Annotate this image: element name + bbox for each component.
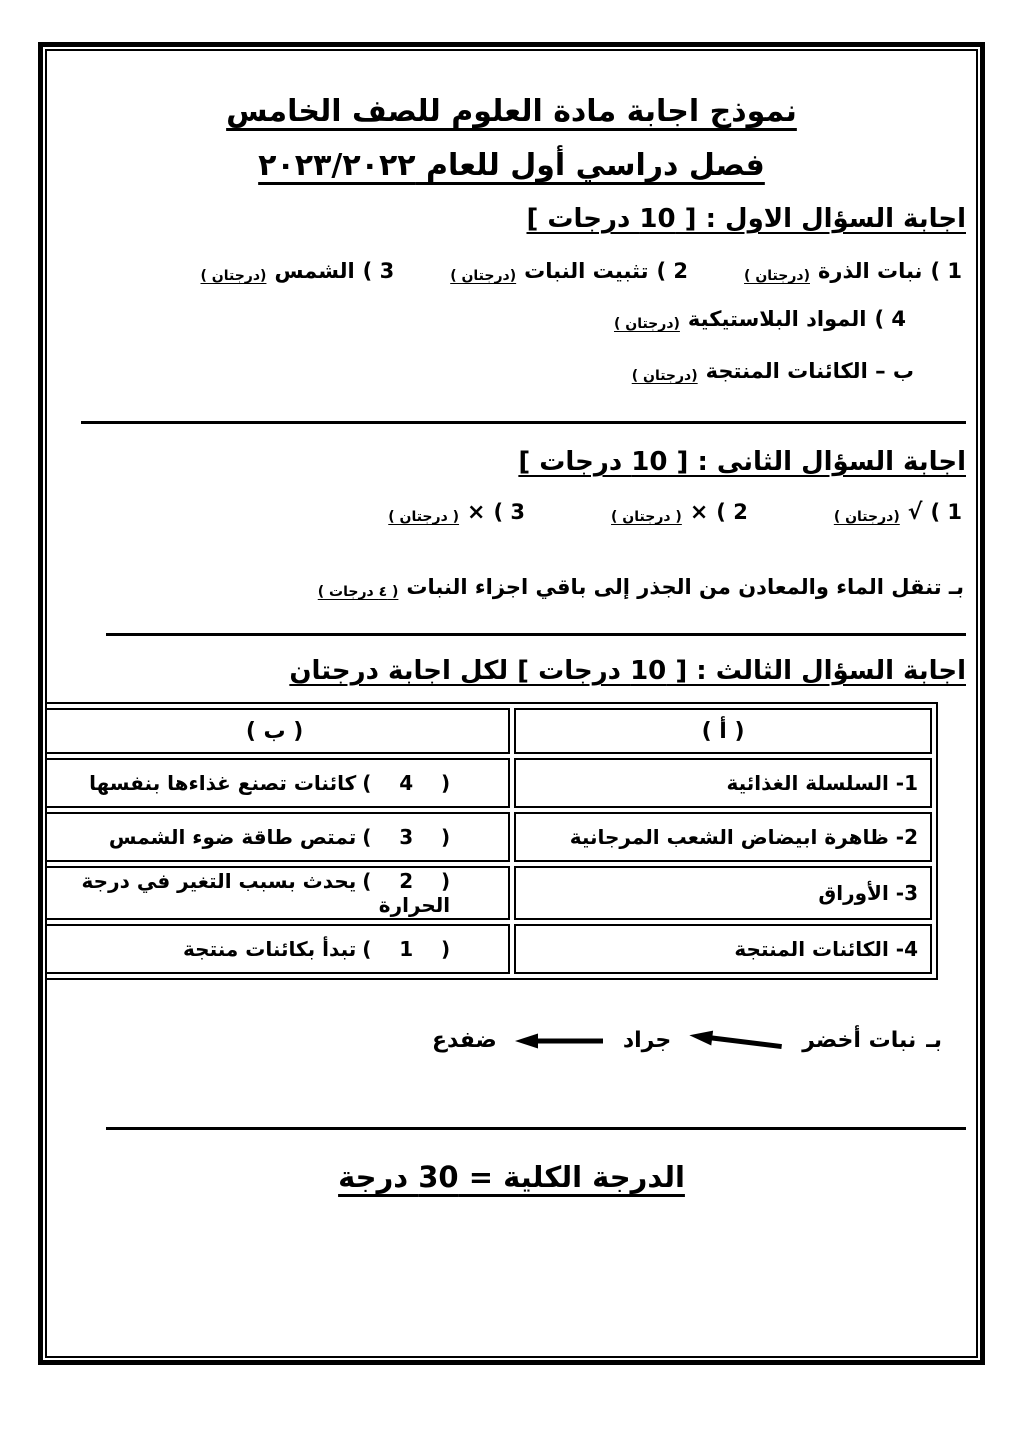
answer-number: 2 ) <box>716 500 748 524</box>
chain-arrow-icon <box>515 1032 605 1050</box>
answer-slot-number: ( 3 ) <box>362 825 451 849</box>
marks-note: (درجتان ) <box>631 368 698 384</box>
table-row <box>45 758 932 808</box>
q2-heading: اجابة السؤال الثانى : [ 10 درجات ] <box>518 447 966 477</box>
q1-heading: اجابة السؤال الاول : [ 10 درجات ] <box>526 204 966 234</box>
q1-part-b-line <box>55 359 968 383</box>
answer-text: الشمس <box>274 259 355 283</box>
answer-number: 3 ) <box>493 500 526 524</box>
food-chain-lead <box>802 1028 942 1053</box>
food-chain-label: بـ <box>926 1028 942 1053</box>
answer-text: بـ تنقل الماء والمعادن من الجذر إلى باقي اجزاء النبات <box>406 575 964 599</box>
page-frame <box>38 42 985 1365</box>
q2-item-1 <box>834 500 962 525</box>
title-block <box>55 85 968 193</box>
cell-a: 4- الكائنات المنتجة <box>514 924 932 974</box>
answer-text: نبات الذرة <box>817 259 923 283</box>
q2-item-3 <box>388 500 525 525</box>
cell-b <box>45 758 510 808</box>
title-line-1: نموذج اجابة مادة العلوم للصف الخامس <box>226 94 797 129</box>
answer-number: 2 ) <box>656 259 689 283</box>
table-row <box>45 812 932 862</box>
section-divider <box>106 1127 966 1130</box>
cross-symbol: × <box>689 500 709 525</box>
matching-answers-table <box>45 702 938 980</box>
marks-note: (درجتان ) <box>450 268 517 284</box>
chain-arrow-icon <box>688 1026 784 1055</box>
answer-text: تثبيت النبات <box>524 259 649 283</box>
chain-node-3: ضفدع <box>431 1028 497 1053</box>
marks-note: ( درجتان ) <box>611 509 682 525</box>
check-symbol: √ <box>907 500 923 525</box>
title-line-2: فصل دراسي أول للعام ٢٠٢٣/٢٠٢٢ <box>258 148 765 183</box>
q1-item-3 <box>201 259 395 283</box>
answer-text: ب – الكائنات المنتجة <box>705 359 914 383</box>
section-divider <box>81 421 966 424</box>
food-chain <box>55 1028 968 1053</box>
marks-note: (درجتان ) <box>833 509 900 525</box>
answer-slot-number: ( 1 ) <box>362 937 451 961</box>
cell-b <box>45 812 510 862</box>
chain-node-1: نبات أخضر <box>802 1028 917 1053</box>
answer-slot-number: ( 2 ) <box>362 869 451 893</box>
cell-a: 1- السلسلة الغذائية <box>514 758 932 808</box>
answer-number: 4 ) <box>874 307 906 331</box>
col-a-header: ( أ ) <box>514 708 932 754</box>
page-frame-inner <box>45 49 978 1358</box>
answer-text: يحدث بسبب التغير في درجة الحرارة <box>81 869 451 917</box>
marks-note: (درجتان ) <box>200 268 267 284</box>
answer-number: 3 ) <box>362 259 395 283</box>
q3-heading: اجابة السؤال الثالث : [ 10 درجات ] لكل اجابة درجتان <box>289 656 966 686</box>
chain-node-2: جراد <box>622 1028 672 1053</box>
q1-item-4 <box>55 307 968 331</box>
answer-number: 1 ) <box>930 500 962 524</box>
cross-symbol: × <box>467 500 486 525</box>
answer-text: تبدأ بكائنات منتجة <box>183 937 357 961</box>
answer-slot-number: ( 4 ) <box>362 771 451 795</box>
answer-number: 1 ) <box>930 259 962 283</box>
table-header-row <box>45 708 932 754</box>
q1-item-2 <box>450 259 688 283</box>
marks-note: (درجتان ) <box>613 316 680 332</box>
marks-note: ( ٤ درجات ) <box>317 584 399 600</box>
cell-a: 2- ظاهرة ابيضاض الشعب المرجانية <box>514 812 932 862</box>
marks-note: (درجتان ) <box>744 268 810 284</box>
q1-item-1 <box>744 259 962 283</box>
total-line: الدرجة الكلية = 30 درجة <box>338 1160 685 1194</box>
q2-answers-row <box>55 500 968 525</box>
q2-part-b-line <box>55 575 968 599</box>
section-divider <box>106 633 966 636</box>
cell-b <box>45 924 510 974</box>
marks-note: ( درجتان ) <box>388 509 460 525</box>
table-row <box>45 866 932 920</box>
cell-b <box>45 866 510 920</box>
cell-a: 3- الأوراق <box>514 866 932 920</box>
q1-answers-row <box>55 259 968 283</box>
col-b-header: ( ب ) <box>45 708 510 754</box>
answer-text: كائنات تصنع غذاءها بنفسها <box>89 771 357 795</box>
answer-text: المواد البلاستيكية <box>687 307 867 331</box>
table-row <box>45 924 932 974</box>
q2-item-2 <box>611 500 748 525</box>
answer-text: تمتص طاقة ضوء الشمس <box>108 825 357 849</box>
